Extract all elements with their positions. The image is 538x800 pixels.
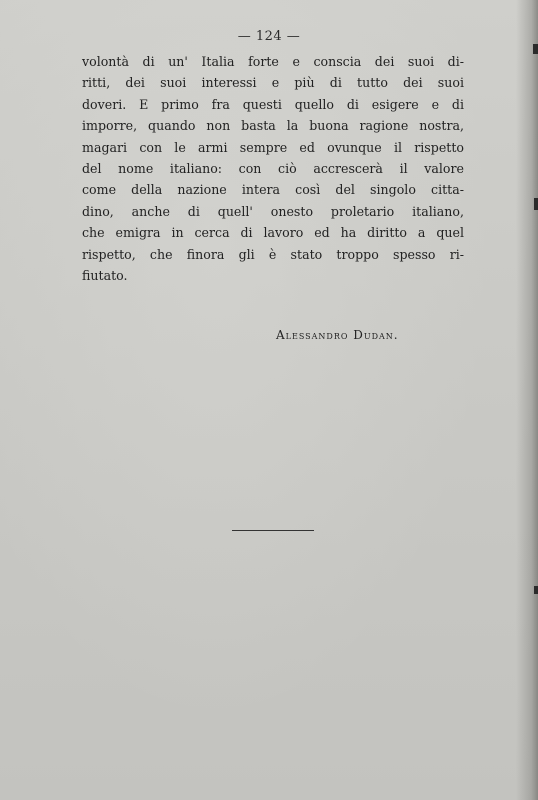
edge-mark: [534, 586, 538, 594]
text-line: doveri. E primo fra questi quello di esigere e di: [82, 96, 464, 112]
edge-mark: [534, 198, 538, 210]
text-line: come della nazione intera così del singolo citta-: [82, 182, 464, 198]
page-edge-shadow: [516, 0, 538, 800]
text-line: volontà di un' Italia forte e conscia dei suoi di-: [82, 54, 464, 69]
text-line: dino, anche di quell' onesto proletario italiano,: [82, 203, 464, 219]
text-line: rispetto, che finora gli è stato troppo spesso ri-: [82, 246, 464, 262]
text-line: ritti, dei suoi interessi e più di tutto dei suoi: [82, 75, 464, 91]
section-divider: [232, 530, 314, 531]
body-text: [82, 51, 464, 286]
text-line: del nome italiano: con ciò accrescerà il valore: [82, 160, 464, 176]
text-line: imporre, quando non basta la buona ragione nostra,: [82, 118, 464, 134]
text-line: che emigra in cerca di lavoro ed ha diritto a quel: [82, 225, 464, 241]
text-line: magari con le armi sempre ed ovunque il rispetto: [82, 139, 464, 155]
text-line: fiutato.: [82, 267, 128, 283]
author-signature: Alessandro Dudan.: [276, 328, 399, 342]
page-number: — 124 —: [237, 29, 301, 44]
edge-mark: [533, 44, 538, 54]
